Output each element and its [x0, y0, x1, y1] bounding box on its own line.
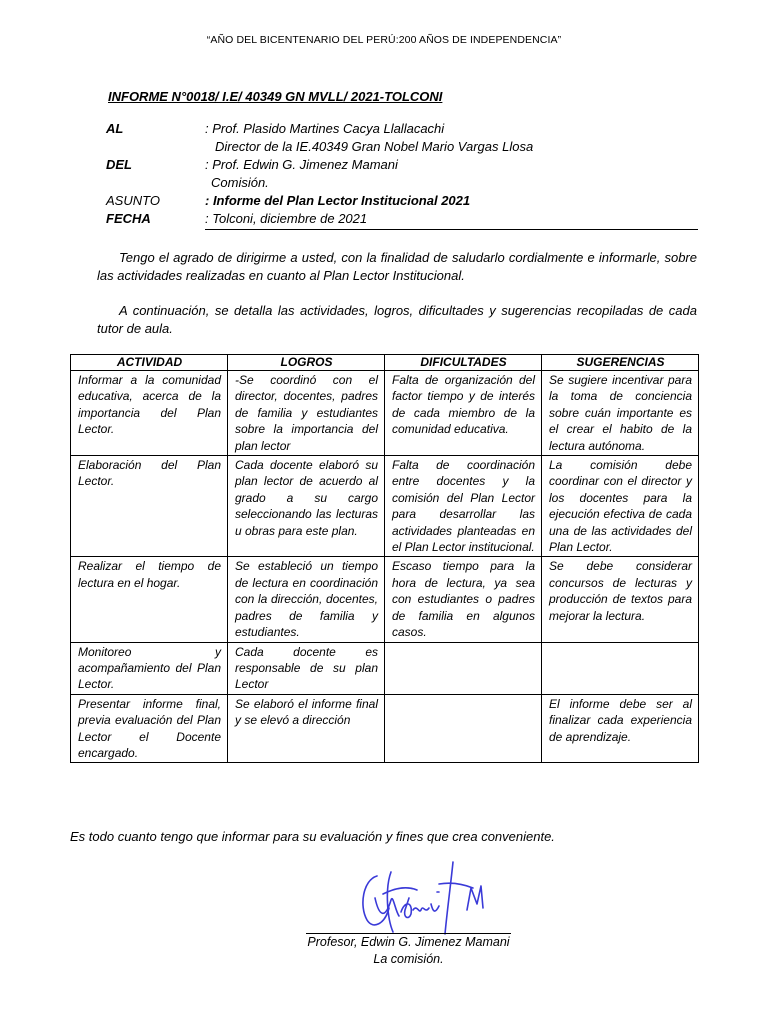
header-del-label: DEL	[106, 157, 132, 172]
col-header-actividad: ACTIVIDAD	[71, 355, 228, 371]
table-header-row	[71, 355, 699, 371]
table-row	[71, 557, 699, 642]
detail-paragraph: A continuación, se detalla las actividades, logros, dificultades y sugerencias recopiladas de cada tutor de aula.	[97, 303, 697, 336]
col-header-sugerencias: SUGERENCIAS	[542, 355, 699, 371]
table-cell: Se elaboró el informe final y se elevó a dirección	[228, 694, 385, 763]
table-row	[71, 456, 699, 557]
activities-table	[70, 354, 699, 763]
table-cell: Escaso tiempo para la hora de lectura, ya sea con estudiantes o padres de familia en algunos casos.	[385, 557, 542, 642]
table-cell: Elaboración del Plan Lector.	[71, 456, 228, 557]
table-cell: Monitoreo y acompañamiento del Plan Lector.	[71, 642, 228, 694]
table-cell	[385, 694, 542, 763]
intro-paragraph: Tengo el agrado de dirigirme a usted, con la finalidad de saludarlo cordialmente e informarle, sobre las actividades realizadas en cuanto al Plan Lector Institucional.	[97, 250, 697, 283]
table-cell: Falta de coordinación entre docentes y la comisión del Plan Lector para desarrollar las actividades planteadas en el Plan Lector institucional.	[385, 456, 542, 557]
signer-name: Profesor, Edwin G. Jimenez Mamani	[307, 935, 510, 949]
table-row	[71, 694, 699, 763]
header-fecha-value: : Tolconi, diciembre de 2021	[205, 211, 368, 226]
table-row	[71, 642, 699, 694]
header-asunto-value: : Informe del Plan Lector Institucional 2021	[205, 193, 471, 208]
header-del-value: : Prof. Edwin G. Jimenez Mamani	[205, 157, 398, 172]
table-cell: Cada docente elaboró su plan lector de acuerdo al grado a su cargo seleccionando las lecturas u obras para este plan.	[228, 456, 385, 557]
header-al-value-2: Director de la IE.40349 Gran Nobel Mario Vargas Llosa	[215, 139, 534, 154]
handwritten-signature	[355, 858, 495, 938]
table-cell	[385, 642, 542, 694]
header-fecha-label: FECHA	[106, 211, 151, 226]
table-cell: El informe debe ser al finalizar cada experiencia de aprendizaje.	[542, 694, 699, 763]
closing-sentence: Es todo cuanto tengo que informar para su evaluación y fines que crea conveniente.	[70, 829, 555, 844]
table-cell: Informar a la comunidad educativa, acerca de la importancia del Plan Lector.	[71, 371, 228, 456]
header-al-label: AL	[106, 121, 124, 136]
header-del-value-2: Comisión.	[211, 175, 269, 190]
table-cell: Se debe considerar concursos de lecturas y producción de textos para mejorar la lectura.	[542, 557, 699, 642]
header-asunto-label: ASUNTO	[106, 193, 160, 208]
table-cell: La comisión debe coordinar con el director y los docentes para la ejecución efectiva de cada una de las actividades del Plan Lector.	[542, 456, 699, 557]
header-divider	[205, 229, 698, 230]
table-cell: -Se coordinó con el director, docentes, padres de familia y estudiantes sobre la importancia del plan lector	[228, 371, 385, 456]
report-title: INFORME N°0018/ I.E/ 40349 GN MVLL/ 2021-TOLCONI	[108, 89, 443, 104]
signer-role: La comisión.	[373, 952, 444, 966]
motto: “AÑO DEL BICENTENARIO DEL PERÚ:200 AÑOS DE INDEPENDENCIA”	[206, 34, 562, 46]
table-cell: Presentar informe final, previa evaluación del Plan Lector el Docente encargado.	[71, 694, 228, 763]
table-cell: Se estableció un tiempo de lectura en coordinación con la dirección, docentes, padres de familia y estudiantes.	[228, 557, 385, 642]
col-header-logros: LOGROS	[228, 355, 385, 371]
table-cell: Falta de organización del factor tiempo y de interés de cada miembro de la comunidad educativa.	[385, 371, 542, 456]
table-row	[71, 371, 699, 456]
header-al-value: : Prof. Plasido Martines Cacya Llallacachi	[205, 121, 445, 136]
table-cell: Se sugiere incentivar para la toma de conciencia sobre cuán importante es el crear el habito de la lectura autónoma.	[542, 371, 699, 456]
table-cell	[542, 642, 699, 694]
table-cell: Realizar el tiempo de lectura en el hogar.	[71, 557, 228, 642]
signature-line	[306, 933, 511, 934]
col-header-dificultades: DIFICULTADES	[385, 355, 542, 371]
table-cell: Cada docente es responsable de su plan Lector	[228, 642, 385, 694]
